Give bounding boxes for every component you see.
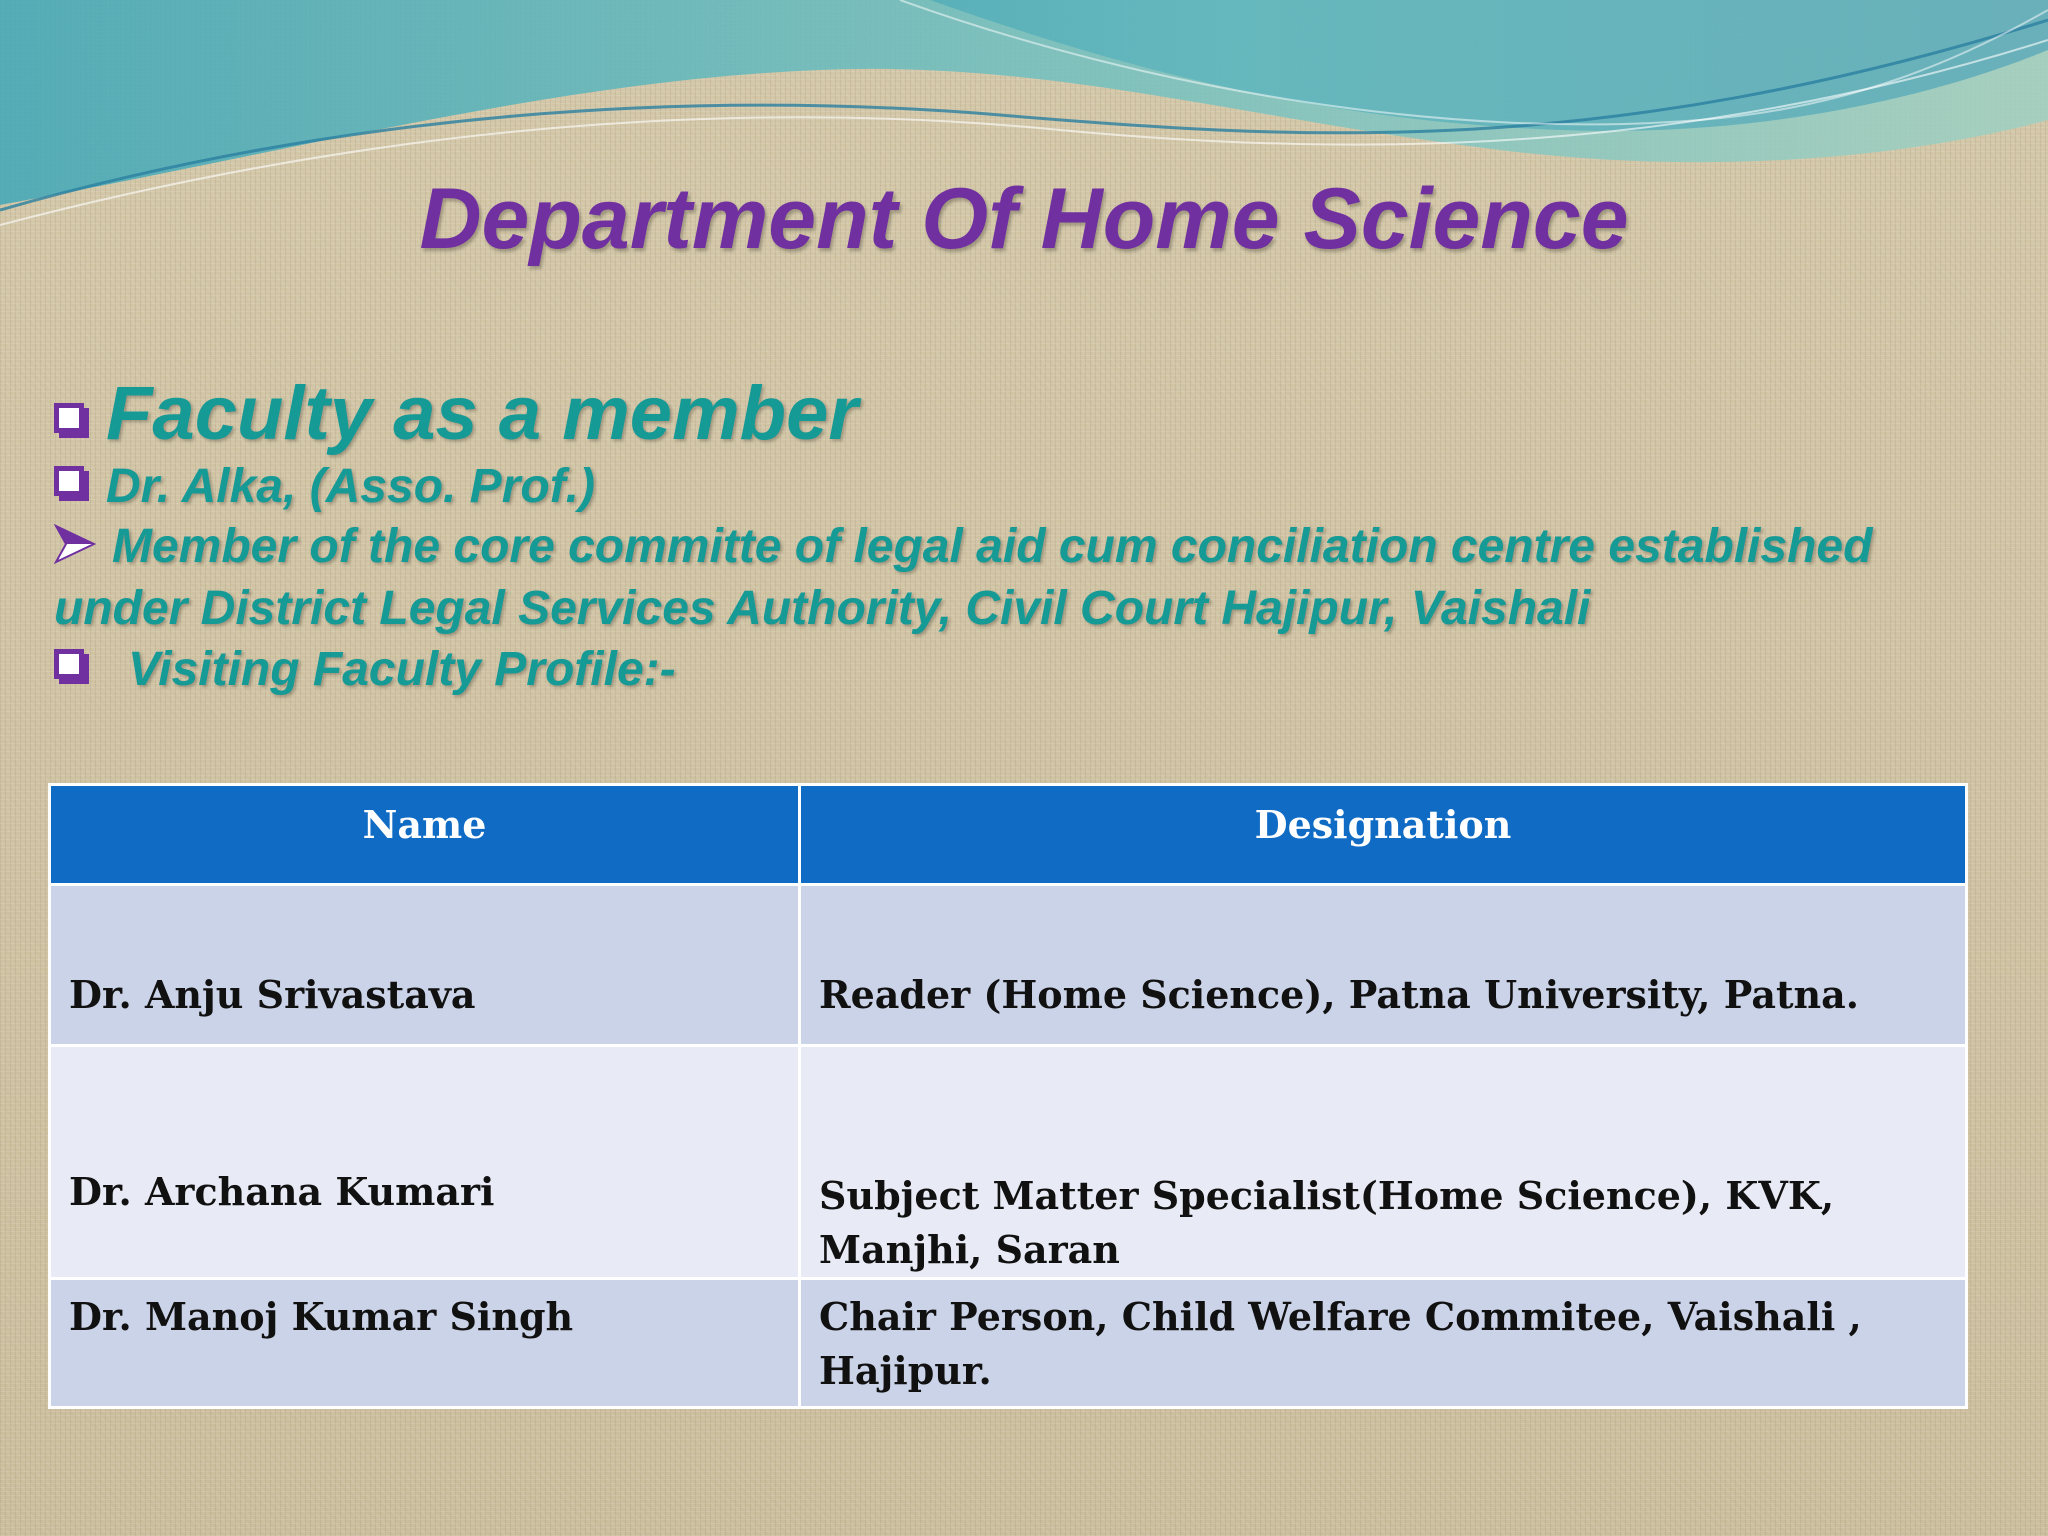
bullet-item-heading	[54, 370, 2014, 458]
designation-cell: Subject Matter Specialist(Home Science), KVK, Manjhi, Saran	[800, 1046, 1967, 1279]
slide-title: Department Of Home Science	[419, 171, 1629, 267]
table-header-row	[50, 785, 1967, 885]
table-row	[50, 1279, 1967, 1408]
designation-cell: Reader (Home Science), Patna University, Patna.	[800, 885, 1967, 1046]
arrow-bullet-icon	[54, 524, 96, 564]
bullet-item-visiting	[54, 640, 2014, 700]
bullet-list	[54, 370, 2014, 700]
bullet-item-membership	[54, 516, 2014, 640]
bullet-membership-text: Member of the core committe of legal aid cum conciliation centre established under District Legal Services Authority, Civil Court Hajipur, Vaishali	[54, 520, 1873, 635]
square-box-icon	[54, 649, 84, 679]
name-cell: Dr. Anju Srivastava	[50, 885, 800, 1046]
name-cell: Dr. Archana Kumari	[50, 1046, 800, 1279]
bullet-item-person	[54, 458, 2014, 516]
bullet-visiting-text: Visiting Faculty Profile:-	[128, 643, 676, 696]
bullet-person-text: Dr. Alka, (Asso. Prof.)	[106, 460, 595, 513]
column-header-name: Name	[50, 785, 800, 885]
bullet-heading-text: Faculty as a member	[106, 371, 858, 456]
square-box-icon	[54, 466, 84, 496]
name-cell: Dr. Manoj Kumar Singh	[50, 1279, 800, 1408]
square-box-icon	[54, 403, 84, 433]
designation-cell: Chair Person, Child Welfare Commitee, Vaishali , Hajipur.	[800, 1279, 1967, 1408]
column-header-designation: Designation	[800, 785, 1967, 885]
table-row	[50, 885, 1967, 1046]
table-row	[50, 1046, 1967, 1279]
visiting-faculty-table	[48, 783, 1968, 1409]
